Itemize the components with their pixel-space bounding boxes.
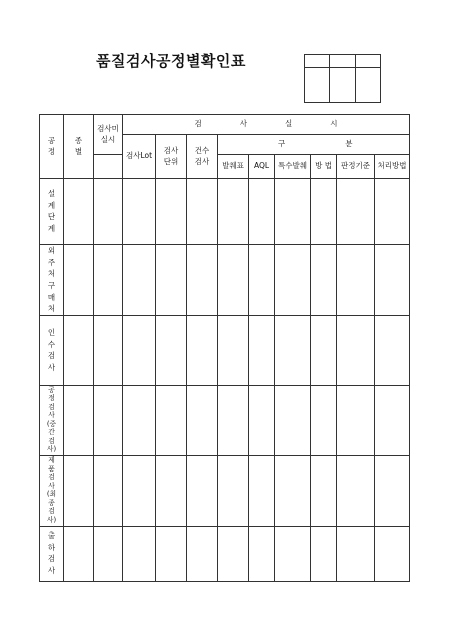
cell[interactable] bbox=[94, 526, 123, 581]
cell[interactable] bbox=[275, 179, 311, 245]
inspection-table bbox=[39, 114, 413, 582]
cell[interactable] bbox=[64, 386, 94, 456]
cell[interactable] bbox=[375, 179, 410, 245]
cell[interactable] bbox=[249, 386, 275, 456]
header-sub-method: 방 법 bbox=[311, 155, 337, 179]
cell[interactable] bbox=[123, 526, 156, 581]
cell[interactable] bbox=[311, 245, 337, 316]
cell[interactable] bbox=[311, 316, 337, 386]
cell[interactable] bbox=[218, 456, 249, 526]
approval-sign-cell[interactable] bbox=[355, 68, 380, 103]
cell[interactable] bbox=[64, 316, 94, 386]
cell[interactable] bbox=[187, 316, 218, 386]
cell[interactable] bbox=[275, 316, 311, 386]
header-inspection-impl: 검사미실시 bbox=[94, 115, 123, 155]
table-row bbox=[40, 386, 410, 456]
cell[interactable] bbox=[375, 316, 410, 386]
cell[interactable] bbox=[94, 386, 123, 456]
cell[interactable] bbox=[375, 526, 410, 581]
row-label: 공정검사(중간검사) bbox=[40, 386, 64, 456]
table-row bbox=[40, 456, 410, 526]
table-row bbox=[40, 179, 410, 245]
cell[interactable] bbox=[218, 316, 249, 386]
cell[interactable] bbox=[64, 456, 94, 526]
cell[interactable] bbox=[311, 526, 337, 581]
header-sub-special-sampling: 특수발췌 bbox=[275, 155, 311, 179]
cell[interactable] bbox=[337, 245, 375, 316]
header-sub-criteria: 판정기준 bbox=[337, 155, 375, 179]
cell[interactable] bbox=[337, 386, 375, 456]
cell[interactable] bbox=[64, 179, 94, 245]
header-type: 종별 bbox=[64, 115, 94, 179]
header-count: 건수검사 bbox=[187, 135, 218, 179]
cell[interactable] bbox=[156, 456, 187, 526]
row-label: 설계단계 bbox=[40, 179, 64, 245]
cell[interactable] bbox=[123, 245, 156, 316]
approval-cell[interactable] bbox=[355, 55, 380, 68]
cell[interactable] bbox=[249, 456, 275, 526]
cell[interactable] bbox=[311, 386, 337, 456]
cell[interactable] bbox=[64, 526, 94, 581]
cell[interactable] bbox=[375, 245, 410, 316]
cell[interactable] bbox=[94, 456, 123, 526]
cell[interactable] bbox=[249, 179, 275, 245]
table-row bbox=[40, 245, 410, 316]
cell[interactable] bbox=[94, 316, 123, 386]
cell[interactable] bbox=[311, 179, 337, 245]
approval-cell[interactable] bbox=[305, 55, 330, 68]
header-sub-aql: AQL bbox=[249, 155, 275, 179]
cell[interactable] bbox=[375, 386, 410, 456]
approval-sign-cell[interactable] bbox=[305, 68, 330, 103]
cell[interactable] bbox=[275, 526, 311, 581]
approval-box bbox=[304, 54, 381, 103]
cell[interactable] bbox=[218, 386, 249, 456]
cell[interactable] bbox=[187, 456, 218, 526]
cell[interactable] bbox=[187, 179, 218, 245]
cell[interactable] bbox=[156, 179, 187, 245]
cell[interactable] bbox=[337, 316, 375, 386]
table-row bbox=[40, 316, 410, 386]
header-division: 구분 bbox=[218, 135, 410, 155]
cell[interactable] bbox=[275, 386, 311, 456]
cell[interactable] bbox=[123, 456, 156, 526]
approval-sign-cell[interactable] bbox=[330, 68, 355, 103]
cell[interactable] bbox=[275, 245, 311, 316]
row-label: 외주처구매처 bbox=[40, 245, 64, 316]
cell[interactable] bbox=[311, 456, 337, 526]
cell[interactable] bbox=[64, 245, 94, 316]
header-inspection-impl-cont bbox=[94, 155, 123, 179]
cell[interactable] bbox=[375, 456, 410, 526]
cell[interactable] bbox=[156, 526, 187, 581]
cell[interactable] bbox=[123, 316, 156, 386]
cell[interactable] bbox=[337, 179, 375, 245]
cell[interactable] bbox=[249, 316, 275, 386]
row-label: 제품검사(최종검사) bbox=[40, 456, 64, 526]
row-label: 출하검사 bbox=[40, 526, 64, 581]
header-sub-sampling-table: 발췌표 bbox=[218, 155, 249, 179]
cell[interactable] bbox=[156, 245, 187, 316]
cell[interactable] bbox=[156, 316, 187, 386]
cell[interactable] bbox=[218, 179, 249, 245]
header-lot: 검사Lot bbox=[123, 135, 156, 179]
cell[interactable] bbox=[187, 245, 218, 316]
cell[interactable] bbox=[94, 245, 123, 316]
cell[interactable] bbox=[123, 179, 156, 245]
form-title: 품질검사공정별확인표 bbox=[96, 52, 246, 70]
cell[interactable] bbox=[187, 526, 218, 581]
header-process: 공정 bbox=[40, 115, 64, 179]
header-inspection-execution: 검사실시 bbox=[123, 115, 410, 135]
cell[interactable] bbox=[94, 179, 123, 245]
approval-cell[interactable] bbox=[330, 55, 355, 68]
cell[interactable] bbox=[156, 386, 187, 456]
cell[interactable] bbox=[218, 526, 249, 581]
cell[interactable] bbox=[218, 245, 249, 316]
cell[interactable] bbox=[123, 386, 156, 456]
row-label: 인수검사 bbox=[40, 316, 64, 386]
cell[interactable] bbox=[275, 456, 311, 526]
cell[interactable] bbox=[249, 245, 275, 316]
header-unit: 검사단위 bbox=[156, 135, 187, 179]
cell[interactable] bbox=[187, 386, 218, 456]
cell[interactable] bbox=[249, 526, 275, 581]
cell[interactable] bbox=[337, 456, 375, 526]
header-sub-treatment: 처리방법 bbox=[375, 155, 410, 179]
cell[interactable] bbox=[337, 526, 375, 581]
table-row bbox=[40, 526, 410, 581]
